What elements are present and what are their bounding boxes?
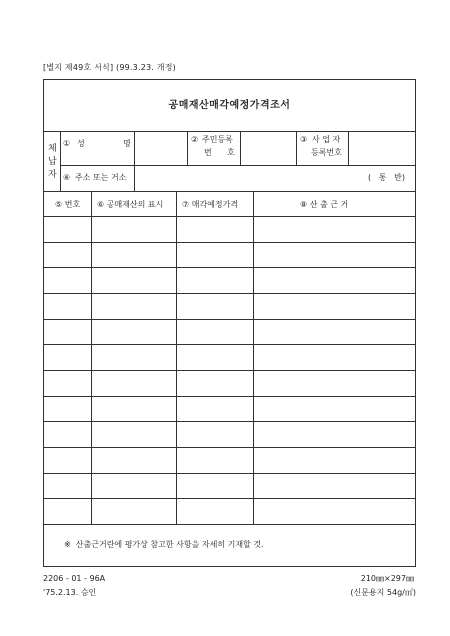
table-cell[interactable] bbox=[46, 424, 88, 444]
table-cell[interactable] bbox=[94, 501, 173, 521]
table-cell[interactable] bbox=[94, 476, 173, 496]
header-number: ⑤ 번호 bbox=[55, 200, 81, 209]
divider-col-1 bbox=[91, 191, 92, 524]
table-cell[interactable] bbox=[46, 296, 88, 316]
row-divider bbox=[43, 242, 416, 243]
id-label-line1: 주민등록 bbox=[202, 135, 233, 144]
header-property: ⑥ 공매재산의 표시 bbox=[97, 200, 164, 209]
table-cell[interactable] bbox=[46, 219, 88, 239]
row-divider bbox=[43, 447, 416, 448]
divider-col-2 bbox=[176, 191, 177, 524]
delinquent-label-char: 자 bbox=[48, 170, 57, 180]
table-cell[interactable] bbox=[256, 322, 413, 342]
table-cell[interactable] bbox=[46, 476, 88, 496]
footer-paper: (신문용지 54g/㎡) bbox=[350, 588, 416, 597]
row-divider bbox=[43, 370, 416, 371]
table-cell[interactable] bbox=[256, 450, 413, 470]
divider-info-bottom bbox=[43, 191, 416, 192]
address-value[interactable] bbox=[135, 166, 360, 190]
id-number: ② bbox=[191, 135, 199, 144]
table-cell[interactable] bbox=[179, 245, 250, 265]
header-basis: ⑧ 산 출 근 거 bbox=[300, 200, 349, 209]
table-cell[interactable] bbox=[94, 245, 173, 265]
table-cell[interactable] bbox=[46, 399, 88, 419]
row-divider bbox=[43, 421, 416, 422]
table-cell[interactable] bbox=[179, 296, 250, 316]
table-cell[interactable] bbox=[46, 270, 88, 290]
name-number: ① bbox=[63, 139, 71, 148]
table-cell[interactable] bbox=[256, 424, 413, 444]
row-divider bbox=[43, 344, 416, 345]
table-cell[interactable] bbox=[94, 219, 173, 239]
table-cell[interactable] bbox=[256, 296, 413, 316]
row-divider bbox=[43, 319, 416, 320]
table-cell[interactable] bbox=[94, 450, 173, 470]
table-cell[interactable] bbox=[256, 219, 413, 239]
row-divider bbox=[43, 293, 416, 294]
table-cell[interactable] bbox=[94, 270, 173, 290]
table-cell[interactable] bbox=[46, 373, 88, 393]
table-cell[interactable] bbox=[256, 347, 413, 367]
name-label-char: 성 bbox=[77, 139, 85, 148]
name-label-char: 명 bbox=[123, 139, 131, 148]
table-cell[interactable] bbox=[46, 501, 88, 521]
form-title: 공매재산매각예정가격조서 bbox=[168, 100, 291, 111]
table-cell[interactable] bbox=[94, 424, 173, 444]
row-divider bbox=[43, 267, 416, 268]
table-cell[interactable] bbox=[179, 270, 250, 290]
name-value[interactable] bbox=[135, 132, 186, 164]
table-cell[interactable] bbox=[256, 373, 413, 393]
form-code: [별지 제49호 서식] (99.3.23. 개정) bbox=[43, 63, 176, 72]
divider-id-biz bbox=[296, 131, 297, 165]
id-value[interactable] bbox=[241, 132, 295, 164]
footer-code: 2206 - 01 - 96A bbox=[43, 574, 106, 583]
table-cell[interactable] bbox=[179, 219, 250, 239]
table-cell[interactable] bbox=[179, 501, 250, 521]
table-cell[interactable] bbox=[179, 450, 250, 470]
delinquent-label-char: 체 bbox=[48, 144, 57, 154]
footer-size: 210㎜×297㎜ bbox=[360, 574, 414, 583]
table-cell[interactable] bbox=[256, 245, 413, 265]
row-divider bbox=[43, 396, 416, 397]
table-cell[interactable] bbox=[46, 347, 88, 367]
table-cell[interactable] bbox=[256, 270, 413, 290]
address-label: 주소 또는 거소 bbox=[75, 173, 127, 182]
divider-note bbox=[43, 524, 416, 525]
table-cell[interactable] bbox=[179, 347, 250, 367]
table-cell[interactable] bbox=[46, 322, 88, 342]
tong-ban: ( 통 반) bbox=[368, 173, 405, 182]
table-cell[interactable] bbox=[179, 399, 250, 419]
divider-delinquent-label bbox=[60, 131, 61, 191]
header-price: ⑦ 매각예정가격 bbox=[182, 200, 239, 209]
id-label-line2: 번 호 bbox=[204, 148, 235, 157]
divider-col-3 bbox=[253, 191, 254, 524]
table-cell[interactable] bbox=[179, 322, 250, 342]
table-cell[interactable] bbox=[94, 399, 173, 419]
footer-approval: '75.2.13. 승인 bbox=[43, 588, 97, 597]
delinquent-label-char: 납 bbox=[48, 157, 57, 167]
table-cell[interactable] bbox=[256, 476, 413, 496]
table-cell[interactable] bbox=[94, 322, 173, 342]
table-cell[interactable] bbox=[256, 399, 413, 419]
table-cell[interactable] bbox=[46, 450, 88, 470]
table-cell[interactable] bbox=[179, 424, 250, 444]
table-cell[interactable] bbox=[94, 373, 173, 393]
table-cell[interactable] bbox=[179, 373, 250, 393]
note: ※ 산출근거란에 평가상 참고한 사항을 자세히 기재할 것. bbox=[64, 540, 264, 549]
table-cell[interactable] bbox=[94, 296, 173, 316]
table-cell[interactable] bbox=[256, 501, 413, 521]
table-cell[interactable] bbox=[179, 476, 250, 496]
biz-number: ③ bbox=[300, 135, 308, 144]
biz-label-line2: 등록번호 bbox=[311, 148, 342, 157]
divider-name-id bbox=[187, 131, 188, 165]
row-divider bbox=[43, 498, 416, 499]
biz-value[interactable] bbox=[349, 132, 415, 164]
biz-label-line1: 사 업 자 bbox=[312, 135, 341, 144]
table-cell[interactable] bbox=[94, 347, 173, 367]
row-divider bbox=[43, 473, 416, 474]
address-number: ④ bbox=[63, 173, 71, 182]
table-cell[interactable] bbox=[46, 245, 88, 265]
